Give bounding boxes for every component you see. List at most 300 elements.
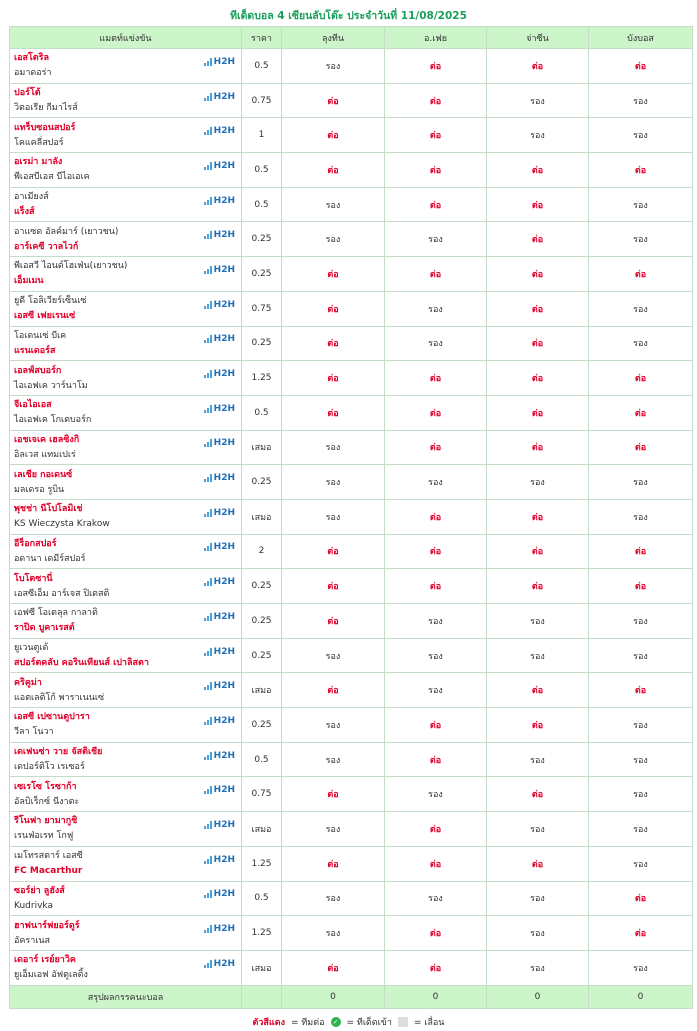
pick-cell: รอง — [589, 604, 693, 639]
home-team[interactable]: เมโทรสตาร์ เอสซี — [14, 851, 83, 862]
h2h-label: H2H — [213, 299, 235, 310]
h2h-link[interactable] — [204, 855, 235, 865]
pick-cell: รอง — [282, 222, 385, 257]
h2h-label: H2H — [213, 854, 235, 865]
match-row — [10, 83, 693, 118]
pick-cell: ต่อ — [487, 361, 589, 396]
bar-chart-icon — [204, 925, 212, 933]
pick-cell: ต่อ — [589, 395, 693, 430]
legend — [0, 1015, 697, 1029]
match-row — [10, 361, 693, 396]
summary-label: สรุปผลกรรคนะบอล — [10, 985, 242, 1008]
h2h-link[interactable] — [204, 57, 235, 67]
away-team[interactable]: เอสซีเอ็ม อาร์เจส ปิเตสติ — [14, 588, 110, 599]
match-cell — [10, 569, 242, 604]
match-row — [10, 569, 693, 604]
pick-cell: ต่อ — [589, 257, 693, 292]
match-row — [10, 708, 693, 743]
match-cell — [10, 742, 242, 777]
away-team[interactable]: มลเดรอ รูบิน — [14, 484, 65, 495]
away-team[interactable]: วิตอเรีย กีมาไรส์ — [14, 103, 78, 114]
bar-chart-icon — [204, 58, 212, 66]
home-team[interactable]: โอเดนเซ่ บีเค — [14, 330, 67, 341]
pick-cell: รอง — [589, 222, 693, 257]
home-team[interactable]: ยูเวนตูเด้ — [14, 643, 49, 654]
pick-cell: ต่อ — [385, 187, 487, 222]
h2h-link[interactable] — [204, 404, 235, 414]
header-tipster-3: จ่าซีน — [487, 27, 589, 49]
pick-cell: รอง — [487, 118, 589, 153]
match-cell — [10, 361, 242, 396]
bar-chart-icon — [204, 335, 212, 343]
pick-cell: รอง — [282, 638, 385, 673]
home-team[interactable]: คริคูม่า — [14, 677, 42, 688]
header-row — [10, 27, 693, 49]
pick-cell: รอง — [385, 465, 487, 500]
h2h-label: H2H — [213, 369, 235, 380]
pick-cell: ต่อ — [589, 361, 693, 396]
away-team[interactable]: แรนเดอร์ส — [14, 345, 56, 356]
h2h-link[interactable] — [204, 334, 235, 344]
bar-chart-icon — [204, 162, 212, 170]
price-cell: 0.75 — [242, 777, 282, 812]
home-team[interactable]: เอสซี เปซานดูปารา — [14, 712, 90, 723]
h2h-label: H2H — [213, 889, 235, 900]
away-team[interactable]: โคแคลี่สปอร์ — [14, 137, 64, 148]
pick-cell: ต่อ — [487, 430, 589, 465]
match-row — [10, 395, 693, 430]
h2h-link[interactable] — [204, 161, 235, 171]
pick-cell: ต่อ — [589, 673, 693, 708]
match-row — [10, 916, 693, 951]
pick-cell: ต่อ — [282, 326, 385, 361]
bar-chart-icon — [204, 856, 212, 864]
pick-cell: รอง — [385, 291, 487, 326]
match-cell — [10, 395, 242, 430]
pick-cell: รอง — [589, 291, 693, 326]
pick-cell: ต่อ — [385, 395, 487, 430]
pick-cell: รอง — [385, 222, 487, 257]
bar-chart-icon — [204, 509, 212, 517]
match-cell — [10, 118, 242, 153]
match-cell — [10, 812, 242, 847]
bar-chart-icon — [204, 127, 212, 135]
bar-chart-icon — [204, 93, 212, 101]
page-title: ทีเด็ดบอล 4 เซียนลับโต๊ะ ประจำวันที่ 11/08/2025 — [230, 10, 467, 22]
h2h-label: H2H — [213, 542, 235, 553]
pick-cell: ต่อ — [487, 708, 589, 743]
header-tipster-4: บังบอส — [589, 27, 693, 49]
away-team[interactable]: ไอเอฟเค วาร์นาโม — [14, 380, 88, 391]
pick-cell: ต่อ — [487, 257, 589, 292]
away-team[interactable]: อัคราเนส — [14, 935, 51, 946]
pick-cell: รอง — [487, 638, 589, 673]
summary-value: 0 — [282, 985, 385, 1008]
summary-value: 0 — [385, 985, 487, 1008]
price-cell: 1.25 — [242, 361, 282, 396]
match-row — [10, 777, 693, 812]
pick-cell: ต่อ — [487, 499, 589, 534]
home-team[interactable]: อเรม่า มาลัง — [14, 157, 63, 168]
h2h-label: H2H — [213, 264, 235, 275]
pick-cell: ต่อ — [487, 569, 589, 604]
away-team[interactable]: ราปิด บูคาเรสต์ — [14, 623, 75, 634]
bar-chart-icon — [204, 682, 212, 690]
pick-cell: ต่อ — [282, 118, 385, 153]
pick-cell: รอง — [282, 430, 385, 465]
match-cell — [10, 257, 242, 292]
pick-cell: ต่อ — [487, 291, 589, 326]
pick-cell: ต่อ — [589, 430, 693, 465]
match-row — [10, 465, 693, 500]
h2h-link[interactable] — [204, 300, 235, 310]
match-cell — [10, 153, 242, 188]
h2h-link[interactable] — [204, 889, 235, 899]
bar-chart-icon — [204, 717, 212, 725]
pick-cell: รอง — [487, 916, 589, 951]
pick-cell: ต่อ — [487, 395, 589, 430]
away-team[interactable]: สปอร์ตคลับ คอรินเทียนส์ เปาลิสตา — [14, 658, 149, 669]
price-cell: 1.25 — [242, 846, 282, 881]
away-team[interactable]: แอตเลติโก้ พาราเนนเซ่ — [14, 692, 105, 703]
h2h-label: H2H — [213, 715, 235, 726]
match-cell — [10, 673, 242, 708]
pick-cell: ต่อ — [385, 742, 487, 777]
h2h-link[interactable] — [204, 542, 235, 552]
bar-chart-icon — [204, 370, 212, 378]
pick-cell: รอง — [589, 465, 693, 500]
home-team[interactable]: อาแซด อัลค์มาร์ (เยาวชน) — [14, 226, 119, 237]
pick-cell: รอง — [282, 499, 385, 534]
home-team[interactable]: เซเรโซ โรซาก้า — [14, 781, 77, 792]
away-team[interactable]: อาร์เคซี วาลไวก์ — [14, 241, 79, 252]
h2h-link[interactable] — [204, 196, 235, 206]
header-tipster-1: ลุงทีน — [282, 27, 385, 49]
pick-cell: รอง — [385, 326, 487, 361]
pick-cell: ต่อ — [487, 777, 589, 812]
pick-cell: ต่อ — [589, 569, 693, 604]
pick-cell: ต่อ — [282, 846, 385, 881]
pick-cell: ต่อ — [385, 499, 487, 534]
match-row — [10, 673, 693, 708]
match-row — [10, 257, 693, 292]
h2h-link[interactable] — [204, 577, 235, 587]
price-cell: 0.25 — [242, 569, 282, 604]
pick-cell: ต่อ — [282, 291, 385, 326]
pick-cell: ต่อ — [282, 950, 385, 985]
home-team[interactable]: จีเอไอเอส — [14, 400, 52, 411]
match-row — [10, 49, 693, 84]
pick-cell: รอง — [282, 465, 385, 500]
match-cell — [10, 846, 242, 881]
h2h-link[interactable] — [204, 92, 235, 102]
home-team[interactable]: เดเฟนซ่า วาย จัสติเชีย — [14, 747, 103, 758]
match-row — [10, 326, 693, 361]
pick-cell: รอง — [487, 881, 589, 916]
price-cell: 1 — [242, 118, 282, 153]
h2h-label: H2H — [213, 230, 235, 241]
bar-chart-icon — [204, 197, 212, 205]
legend-red-text: = ทีมต่อ — [290, 1017, 325, 1028]
pick-cell: ต่อ — [282, 569, 385, 604]
away-team[interactable]: FC Macarthur — [14, 866, 83, 877]
h2h-label: H2H — [213, 438, 235, 449]
pick-cell: รอง — [589, 499, 693, 534]
home-team[interactable]: ยูดี โอลิเวียร์เซ็นเซ่ — [14, 296, 87, 307]
match-row — [10, 812, 693, 847]
home-team[interactable]: เอลฟ์สบอร์ก — [14, 365, 62, 376]
summary-empty — [242, 985, 282, 1008]
h2h-link[interactable] — [204, 265, 235, 275]
away-team[interactable]: เดปอร์ติโว เรเซอร์ — [14, 762, 85, 773]
pick-cell: รอง — [589, 846, 693, 881]
pick-cell: รอง — [589, 187, 693, 222]
pick-cell: รอง — [282, 812, 385, 847]
bar-chart-icon — [204, 821, 212, 829]
pick-cell: รอง — [589, 742, 693, 777]
price-cell: 0.25 — [242, 465, 282, 500]
match-row — [10, 742, 693, 777]
pick-cell: ต่อ — [282, 83, 385, 118]
pick-cell: ต่อ — [282, 534, 385, 569]
away-team[interactable]: วีลา โนวา — [14, 727, 54, 738]
match-row — [10, 187, 693, 222]
price-cell: 0.5 — [242, 881, 282, 916]
pick-cell: ต่อ — [487, 153, 589, 188]
price-cell: 0.5 — [242, 49, 282, 84]
summary-value: 0 — [487, 985, 589, 1008]
match-cell — [10, 881, 242, 916]
bar-chart-icon — [204, 786, 212, 794]
pick-cell: รอง — [282, 742, 385, 777]
price-cell: 0.5 — [242, 395, 282, 430]
price-cell: เสมอ — [242, 499, 282, 534]
bar-chart-icon — [204, 474, 212, 482]
away-team[interactable]: Kudrivka — [14, 900, 53, 911]
pick-cell: ต่อ — [385, 118, 487, 153]
home-team[interactable]: ซอร์ย่า ลูฮังส์ — [14, 885, 65, 896]
pick-cell: ต่อ — [385, 153, 487, 188]
price-cell: 0.75 — [242, 83, 282, 118]
pick-cell: ต่อ — [385, 569, 487, 604]
price-cell: เสมอ — [242, 673, 282, 708]
pick-cell: รอง — [385, 604, 487, 639]
h2h-label: H2H — [213, 160, 235, 171]
h2h-label: H2H — [213, 958, 235, 969]
away-team[interactable]: พีเอสบีเอส บีไอเอเค — [14, 172, 90, 183]
h2h-label: H2H — [213, 785, 235, 796]
home-team[interactable]: เอฟซี โอเตลุล กาลาติ — [14, 608, 98, 619]
bar-chart-icon — [204, 613, 212, 621]
postponed-box-icon — [398, 1017, 408, 1027]
price-cell: 0.5 — [242, 153, 282, 188]
pick-cell: รอง — [487, 950, 589, 985]
pick-cell: รอง — [589, 83, 693, 118]
pick-cell: ต่อ — [385, 846, 487, 881]
away-team[interactable]: ไอเอฟเค โกเตบอร์ก — [14, 415, 92, 426]
pick-cell: รอง — [589, 638, 693, 673]
h2h-link[interactable] — [204, 438, 235, 448]
price-cell: 1.25 — [242, 916, 282, 951]
away-team[interactable]: อดานา เดมีร์สปอร์ — [14, 553, 86, 564]
bar-chart-icon — [204, 578, 212, 586]
match-cell — [10, 604, 242, 639]
away-team[interactable]: อมาดอร่า — [14, 68, 52, 79]
pick-cell: ต่อ — [385, 430, 487, 465]
away-team[interactable]: เอ็มเมน — [14, 276, 44, 287]
price-cell: 0.25 — [242, 638, 282, 673]
h2h-link[interactable] — [204, 126, 235, 136]
home-team[interactable]: พุชช่า นีโปโลมิเช่ — [14, 504, 83, 515]
summary-value: 0 — [589, 985, 693, 1008]
bar-chart-icon — [204, 960, 212, 968]
h2h-link[interactable] — [204, 716, 235, 726]
match-row — [10, 604, 693, 639]
pick-cell: ต่อ — [487, 222, 589, 257]
match-cell — [10, 49, 242, 84]
h2h-link[interactable] — [204, 959, 235, 969]
match-cell — [10, 326, 242, 361]
h2h-link[interactable] — [204, 785, 235, 795]
bar-chart-icon — [204, 752, 212, 760]
price-cell: 2 — [242, 534, 282, 569]
home-team[interactable]: อีร็อกสปอร์ — [14, 538, 57, 549]
h2h-link[interactable] — [204, 924, 235, 934]
pick-cell: รอง — [487, 465, 589, 500]
h2h-link[interactable] — [204, 230, 235, 240]
match-cell — [10, 291, 242, 326]
match-row — [10, 499, 693, 534]
pick-cell: ต่อ — [282, 604, 385, 639]
h2h-label: H2H — [213, 611, 235, 622]
home-team[interactable]: อาเมียงส์ — [14, 192, 49, 203]
h2h-label: H2H — [213, 91, 235, 102]
check-icon: ✓ — [331, 1017, 341, 1027]
h2h-label: H2H — [213, 334, 235, 345]
pick-cell: ต่อ — [487, 187, 589, 222]
pick-cell: รอง — [589, 118, 693, 153]
match-row — [10, 291, 693, 326]
match-cell — [10, 950, 242, 985]
match-cell — [10, 638, 242, 673]
pick-cell: รอง — [589, 326, 693, 361]
pick-cell: ต่อ — [385, 257, 487, 292]
home-team[interactable]: เลเชีย กอเดนซ์ — [14, 469, 73, 480]
pick-cell: ต่อ — [385, 916, 487, 951]
price-cell: 0.25 — [242, 326, 282, 361]
price-cell: 0.5 — [242, 187, 282, 222]
pick-cell: รอง — [282, 708, 385, 743]
home-team[interactable]: ปอร์โต้ — [14, 88, 41, 99]
home-team[interactable]: เอสโตริล — [14, 53, 50, 64]
pick-cell: ต่อ — [589, 881, 693, 916]
pick-cell: ต่อ — [282, 257, 385, 292]
home-team[interactable]: เอชเจเค เฮลซิงกิ — [14, 434, 80, 445]
price-cell: 0.25 — [242, 222, 282, 257]
legend-red-label: ตัวสีแดง — [252, 1017, 285, 1028]
match-cell — [10, 187, 242, 222]
h2h-label: H2H — [213, 56, 235, 67]
h2h-label: H2H — [213, 924, 235, 935]
legend-box-text: = เลื่อน — [413, 1017, 445, 1028]
pick-cell: รอง — [487, 742, 589, 777]
pick-cell: ต่อ — [385, 708, 487, 743]
h2h-link[interactable] — [204, 647, 235, 657]
pick-cell: ต่อ — [487, 49, 589, 84]
pick-cell: รอง — [385, 673, 487, 708]
away-team[interactable]: อิลเวส แทมเปเร่ — [14, 449, 76, 460]
away-team[interactable]: KS Wieczysta Krakow — [14, 519, 110, 530]
home-team[interactable]: โบโตซานี่ — [14, 573, 53, 584]
h2h-link[interactable] — [204, 751, 235, 761]
bar-chart-icon — [204, 405, 212, 413]
away-team[interactable]: แร็งส์ — [14, 207, 35, 218]
price-cell: เสมอ — [242, 430, 282, 465]
pick-cell: รอง — [282, 187, 385, 222]
match-row — [10, 118, 693, 153]
pick-cell: ต่อ — [487, 846, 589, 881]
h2h-label: H2H — [213, 819, 235, 830]
pick-cell: รอง — [589, 950, 693, 985]
match-row — [10, 534, 693, 569]
price-cell: 0.25 — [242, 708, 282, 743]
h2h-link[interactable] — [204, 820, 235, 830]
pick-cell: ต่อ — [589, 49, 693, 84]
pick-cell: รอง — [487, 83, 589, 118]
home-team[interactable]: รีโนฟา ยามากูชิ — [14, 816, 78, 827]
h2h-link[interactable] — [204, 369, 235, 379]
away-team[interactable]: เรนฟ่อเรท โกฟู — [14, 831, 74, 842]
pick-cell: ต่อ — [282, 395, 385, 430]
pick-cell: รอง — [385, 638, 487, 673]
h2h-link[interactable] — [204, 612, 235, 622]
home-team[interactable]: พีเอสวี ไอนด์โฮเฟ่น(เยาวชน) — [14, 261, 128, 272]
h2h-label: H2H — [213, 195, 235, 206]
away-team[interactable]: เอสซี เฟยเรนเซ่ — [14, 311, 76, 322]
pick-cell: รอง — [385, 881, 487, 916]
match-cell — [10, 499, 242, 534]
away-team[interactable]: อัลบิเร็กซ์ นีงาตะ — [14, 796, 80, 807]
match-cell — [10, 430, 242, 465]
pick-cell: ต่อ — [487, 326, 589, 361]
pick-cell: ต่อ — [385, 534, 487, 569]
header-price: ราคา — [242, 27, 282, 49]
h2h-label: H2H — [213, 126, 235, 137]
match-cell — [10, 83, 242, 118]
header-tipster-2: อ.เฟย — [385, 27, 487, 49]
away-team[interactable]: ยูเอ็มเอฟ อัฟตูเลดิ้ง — [14, 970, 88, 981]
tips-table — [9, 26, 693, 1009]
price-cell: เสมอ — [242, 950, 282, 985]
pick-cell: ต่อ — [282, 361, 385, 396]
h2h-link[interactable] — [204, 473, 235, 483]
h2h-label: H2H — [213, 507, 235, 518]
pick-cell: ต่อ — [282, 153, 385, 188]
home-team[interactable]: เดอาร์ เรย์ยาวิค — [14, 955, 76, 966]
price-cell: 0.25 — [242, 257, 282, 292]
pick-cell: รอง — [487, 812, 589, 847]
h2h-link[interactable] — [204, 681, 235, 691]
home-team[interactable]: แทร็บซอนสปอร์ — [14, 122, 76, 133]
h2h-label: H2H — [213, 750, 235, 761]
summary-row — [10, 985, 693, 1008]
h2h-label: H2H — [213, 403, 235, 414]
match-row — [10, 950, 693, 985]
pick-cell: รอง — [589, 812, 693, 847]
h2h-link[interactable] — [204, 508, 235, 518]
pick-cell: ต่อ — [589, 153, 693, 188]
home-team[interactable]: ฮาฟนาร์ฟยอร์ดูร์ — [14, 920, 80, 931]
